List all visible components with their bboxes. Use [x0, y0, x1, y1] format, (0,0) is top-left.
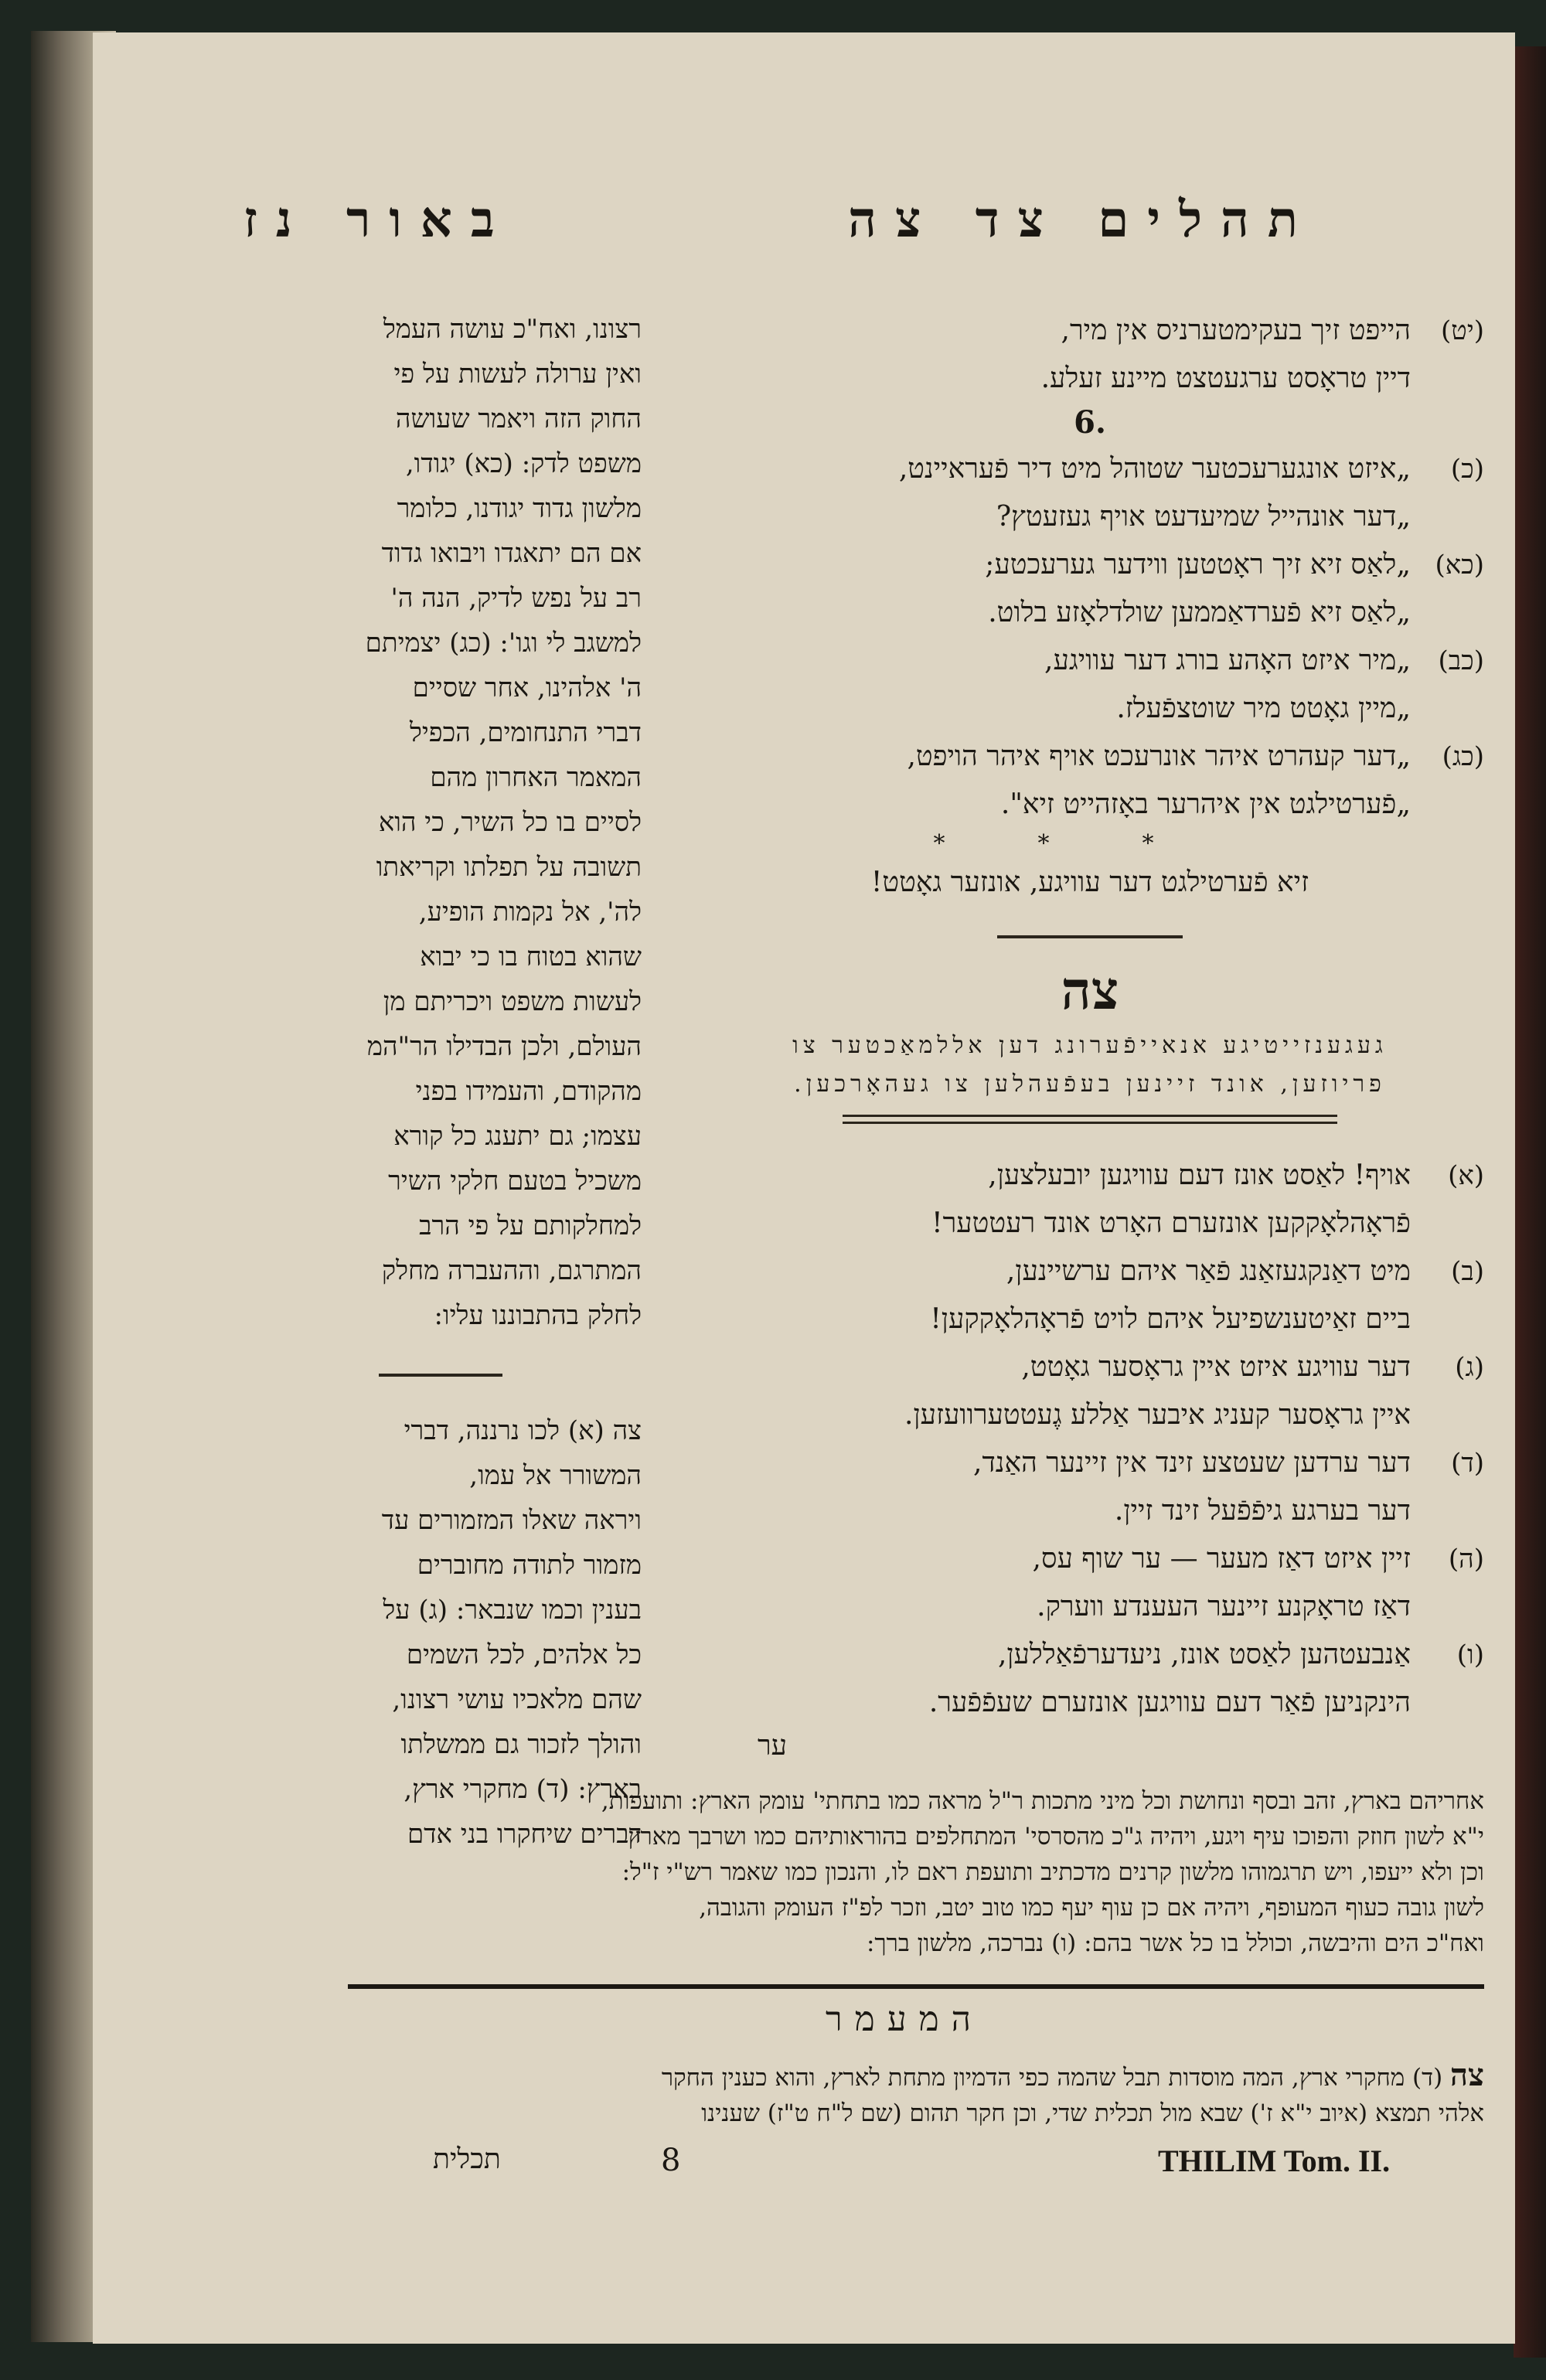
verse-number: (כא) [1435, 550, 1484, 581]
stars-ornament [696, 829, 1484, 860]
verse-line: אַנבעטהען לאַסט אונז, ניעדערפֿאַללען, [997, 1639, 1411, 1670]
commentary-line: צה (א) לכו נרננה, דברי [404, 1415, 642, 1446]
footnote-block [348, 1783, 1484, 1961]
footnote-line: לשון גובה כעוף המעופף, ויהיה אם כן עוף יעף כמו טוב יטב, וזכר לפ"ז העומק והגובה, [699, 1894, 1484, 1922]
verse [696, 1439, 1484, 1535]
hamaamar-text [348, 2058, 1484, 2131]
commentary-line: ה' אלהינו, אחר שסיים [412, 672, 642, 703]
commentary-line: רב על נפש לדיק, הנה ה' [390, 583, 642, 614]
verse-number: (ד) [1451, 1448, 1484, 1479]
verse-number: (ו) [1456, 1639, 1484, 1670]
verse [696, 637, 1484, 733]
book-spine [1514, 46, 1546, 2358]
star: * [1037, 830, 1142, 857]
commentary-line: לסיים בו כל השיר, כי הוא [378, 807, 642, 838]
hamaamar-number: צה [1450, 2057, 1484, 2093]
commentary-line: החוק הזה ויאמר שעושה [395, 403, 642, 434]
commentary-line: משכיל בטעם חלקי השיר [388, 1166, 642, 1197]
verse-line: „לאַס זיא זיך ראָטטען ווידער גערעכטע; [985, 549, 1411, 581]
verse-line: הייפט זיך בעקימטערניס אין מיר, [1061, 315, 1411, 346]
section-rule [997, 935, 1183, 938]
commentary-line: למחלקותם על פי הרב [419, 1210, 642, 1241]
verse-line: מיט דאַנקגעזאַנג פֿאַר איהם ערשיינען, [1006, 1255, 1411, 1287]
verse-line: „איזט אונגערעכטער שטוהל מיט דיר פֿעראיינט, [898, 453, 1411, 485]
verse-number: (ה) [1448, 1544, 1484, 1575]
commentary-line: שהם מלאכיו עושי רצונו, [392, 1684, 642, 1715]
commentary-line: משפט לדק: (כא) יגודו, [405, 448, 642, 479]
psalm-95-verses [696, 1152, 1484, 1727]
commentary-line: מהקודם, והעמידו בפני [415, 1076, 642, 1107]
verse-number: (ג) [1455, 1352, 1484, 1383]
closing-line: זיא פֿערטילגט דער עוויגע, אונזער גאָטט! [870, 867, 1309, 898]
commentary-line: שהוא בטוח בו כי יבוא [420, 941, 642, 972]
verse-line: „דער קעהרט איהר אונרעכט אויף איהר הויפט, [907, 741, 1411, 772]
verse-number: (א) [1448, 1160, 1484, 1191]
footnote-line: ואח"כ הים והיבשה, וכולל בו כל אשר בהם: (ו) נברכה, מלשון ברך: [866, 1929, 1484, 1957]
verse-number: (כ) [1450, 454, 1484, 485]
commentary-column-top [216, 307, 642, 1338]
commentary-line: לעשות משפט ויכריתם מן [383, 986, 642, 1017]
verse [696, 1631, 1484, 1727]
commentary-line: מזמור לתודה מחוברים [417, 1550, 642, 1581]
psalm-95-subtitle [696, 1027, 1484, 1104]
hamaamar-line [348, 2058, 1484, 2096]
star: * [1142, 830, 1247, 857]
verse-line: „מיר איזט האָהע בורג דער עוויגע, [1044, 645, 1411, 676]
verse-number: (כב) [1438, 645, 1484, 676]
verse [696, 307, 1484, 403]
footnote-line: וכן ולא ייעפו, ויש תרגמוהו מלשון קרנים מדכתיב ותועפת ראם לו, והנכון כמו שאמר רש"י ז"ל: [621, 1858, 1484, 1886]
verse-line: זיין איזט דאַז מעער — ער שוף עס, [1032, 1543, 1411, 1575]
verse-line: „דער אונהייל שמיעדעט אויף געזעטץ? [996, 501, 1411, 533]
footnote-line: אחריהם בארץ, זהב ובסף ונחושת וכל מיני מתכות ר"ל מראה כמו בתחתי' עומק הארץ: ותועפות, [601, 1787, 1484, 1815]
commentary-line: לחלק בהתבוננו עליו: [434, 1300, 642, 1331]
hamaamar-line: אלהי תמצא (איוב י"א ז') שבא מול תכלית שדי, וכן חקר תהום (שם ל"ח ט"ז) שענינו [701, 2099, 1484, 2127]
verse-number: (יט) [1441, 315, 1484, 346]
catchword: ער [758, 1730, 788, 1762]
commentary-separator [379, 1374, 502, 1377]
commentary-line: המאמר האחרון מהם [430, 762, 642, 793]
verse [696, 1152, 1484, 1248]
verse [696, 541, 1484, 637]
verse-line: ביים זאַיטענשפיעל איהם לויט פֿראָהלאָקקען! [930, 1303, 1411, 1335]
commentary-line: אם הם יתאגדו ויבואו גדוד [381, 538, 642, 569]
commentary-line: המשורר אל עמו, [469, 1460, 642, 1491]
translation-column [696, 307, 1484, 1727]
running-header-psalms: תהלים צד צה [848, 191, 1316, 249]
commentary-line: תשובה על תפלתו וקריאתו [376, 852, 642, 883]
verse-line: דיין טראָסט ערגעטצט מיינע זעלע. [1040, 363, 1411, 394]
verse-line: אויף! לאַסט אונז דעם עוויגען יובעלצען, [988, 1159, 1411, 1191]
section-number: 6. [1074, 404, 1106, 441]
verse-line: איין גראָסער קעניג איבער אַללע גֶעטטערוועזען. [904, 1399, 1411, 1431]
running-header-commentary: באור נז [243, 191, 513, 249]
commentary-line: רצונו, ואח"כ עושה העמל [383, 314, 642, 345]
verse-number: (כג) [1442, 741, 1484, 772]
hamaamar-line-text: (ד) מחקרי ארץ, המה מוסדות תבל שהמה כפי הדמיון מתחת לארץ, והוא כענין החקר [661, 2064, 1443, 2092]
verse-line: „לאַס זיא פֿערדאַממען שולדלאָזע בלוט. [988, 597, 1411, 628]
commentary-line: עצמו; גם יתענג כל קורא [393, 1121, 642, 1152]
double-rule [843, 1115, 1337, 1124]
verse [696, 733, 1484, 829]
subtitle-line: פריוזען, אונד זיינען בעפֿעהלען צו געהאָרכען. [794, 1071, 1386, 1098]
footnote-rule [348, 1984, 1484, 1989]
verse-line: דער ערדען שעטצע זינד אין זיינער האַנד, [973, 1447, 1411, 1479]
commentary-line: לה', אל נקמות הופיע, [418, 897, 642, 928]
commentary-line: דברי התנחומים, הכפיל [409, 717, 642, 748]
book-page [93, 32, 1515, 2344]
commentary-line: מלשון גדוד יגודנו, כלומר [397, 493, 642, 524]
commentary-line: ויראה שאלו המזמורים עד [381, 1505, 642, 1536]
verse [696, 1343, 1484, 1439]
verse-line: „מיין גאָטט מיר שוטצפֿעלז. [1116, 693, 1411, 724]
hamaamar-title: המעמר [826, 2000, 983, 2039]
commentary-line: בארץ: (ד) מחקרי ארץ, [404, 1774, 642, 1805]
running-footer-title: THILIM Tom. II. [1158, 2143, 1391, 2178]
commentary-line: דברים שיחקרו בני אדם [407, 1819, 642, 1850]
commentary-line: למשגב לי וגו': (כג) יצמיתם [365, 628, 642, 659]
commentary-line: המתרגם, וההעברה מחלק [381, 1255, 642, 1286]
star: * [933, 830, 1038, 857]
verse [696, 445, 1484, 541]
page-number: 8 [661, 2143, 681, 2178]
verse-number: (ב) [1451, 1256, 1484, 1287]
verse-line: דער עוויגע איזט איין גראָסער גאָטט, [1021, 1351, 1411, 1383]
printer-signature: תכלית [433, 2143, 501, 2175]
verse-line: הינקניען פֿאַר דעם עוויגען אונזערם שעפֿפֿער. [928, 1687, 1411, 1718]
commentary-line: והולך לזכור גם ממשלתו [400, 1729, 642, 1760]
commentary-line: כל אלהים, לכל השמים [406, 1639, 642, 1670]
psalm-95-title: צה [1061, 960, 1119, 1022]
verse [696, 1535, 1484, 1631]
commentary-line: בענין וכמו שנבאר: (ג) על [383, 1595, 642, 1626]
commentary-line: ואין ערולה לעשות על פי [393, 359, 642, 390]
verse-line: „פֿערטילגט אין איהרער באָזהייט זיא". [1000, 788, 1411, 820]
psalm-94-verses [696, 445, 1484, 829]
verse-line: דאַז טראָקנע זיינער העענדע ווערק. [1037, 1591, 1411, 1622]
verse-line: פֿראָהלאָקקען אונזערם האָרט אונד רעטטער! [931, 1207, 1411, 1239]
verse [696, 1248, 1484, 1343]
verse-line: דער בערגע גיפֿפֿעל זינד זיין. [1114, 1495, 1411, 1527]
subtitle-line: געגענזייטיגע אנאייפֿערונג דען אללמאַכטער צו [792, 1032, 1388, 1059]
footnote-line: י"א לשון חוזק והפוכו עיף ויגע, ויהיה ג"כ מהסרסי' המתחלפים בהוראותיהם כמו ושרבך מארץ [628, 1823, 1484, 1851]
commentary-line: העולם, ולכן הבדילו הר"המ [366, 1031, 642, 1062]
